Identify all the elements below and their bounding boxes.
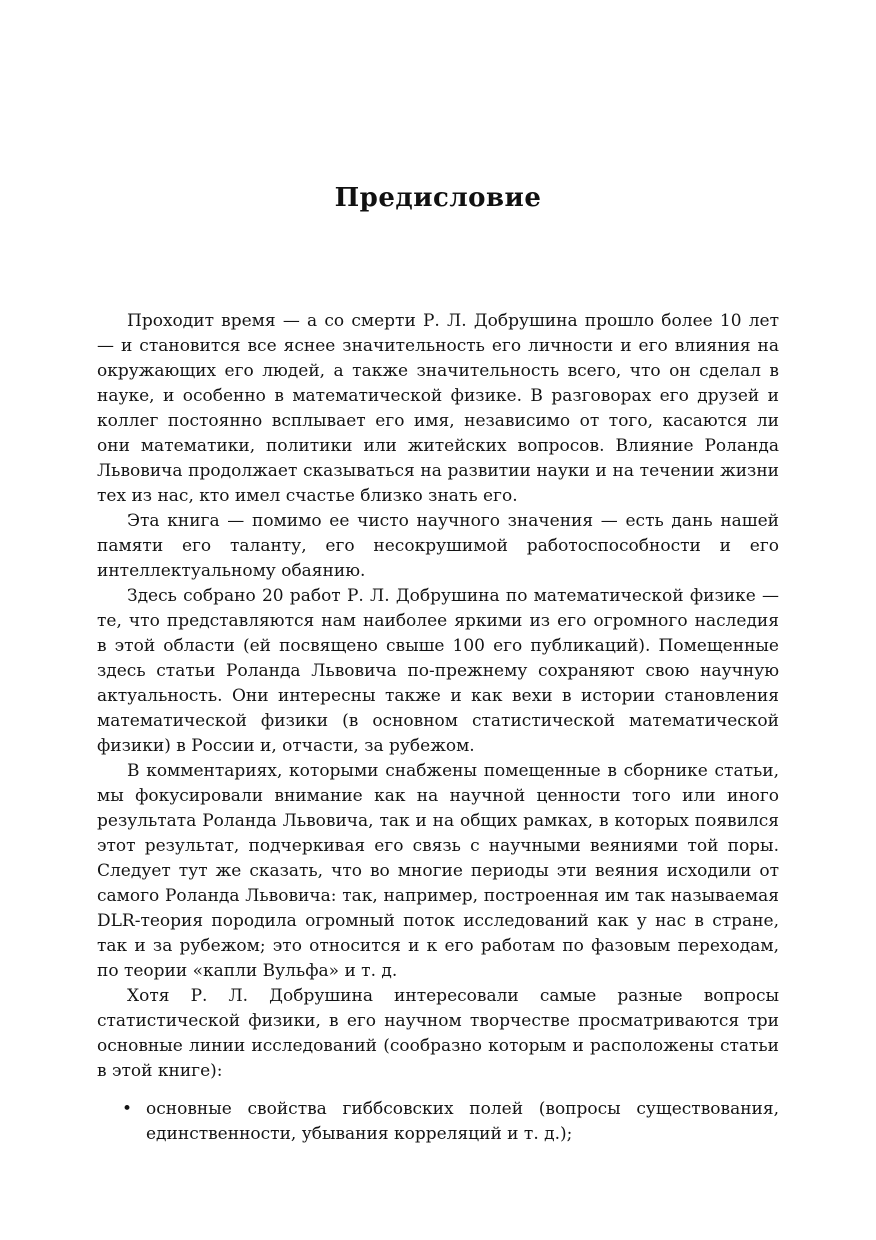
- paragraph-5: Хотя Р. Л. Добрушина интересовали самые разные вопросы статистической физики, в его научном творчестве просматриваются три основные линии исследований (сообразно которым и расположены статьи в этой книге):: [97, 986, 779, 1081]
- text-block: [97, 0, 779, 1147]
- list-item: [97, 1097, 779, 1147]
- preface-body: [97, 309, 779, 1147]
- paragraph-1: Проходит время — а со смерти Р. Л. Добрушина прошло более 10 лет — и становится все яснее значительность его личности и его влияния на окружающих его людей, а также значительность всего, что он сделал в науке, и особенно в математической физике. В разговорах его друзей и коллег постоянно всплывает его имя, независимо от того, касаются ли они математики, политики или житейских вопросов. Влияние Роланда Львовича продолжает сказываться на развитии науки и на течении жизни тех из нас, кто имел счастье близко знать его.: [97, 311, 779, 506]
- page-title: Предисловие: [334, 183, 542, 213]
- paragraph-4: В комментариях, которыми снабжены помещенные в сборнике статьи, мы фокусировали внимание как на научной ценности того или иного результата Роланда Львовича, так и на общих рамках, в которых появился этот результат, подчеркивая его связь с научными веяниями той поры. Следует тут же сказать, что во многие периоды эти веяния исходили от самого Роланда Львовича: так, например, построенная им так называемая DLR-теория породила огромный поток исследований как у нас в стране, так и за рубежом; это относится и к его работам по фазовым переходам, по теории «капли Вульфа» и т. д.: [97, 761, 779, 981]
- bullet-marker: •: [122, 1099, 133, 1119]
- list-item-text: основные свойства гиббсовских полей (вопросы существования, единственности, убывания корреляций и т. д.);: [146, 1099, 779, 1144]
- paragraph-2: Эта книга — помимо ее чисто научного значения — есть дань нашей памяти его таланту, его несокрушимой работоспособности и его интеллектуальному обаянию.: [97, 511, 779, 581]
- bullet-list: [97, 1097, 779, 1147]
- paragraph-3: Здесь собрано 20 работ Р. Л. Добрушина по математической физике — те, что представляются нам наиболее яркими из его огромного наследия в этой области (ей посвящено свыше 100 его публикаций). Помещенные здесь статьи Роланда Львовича по-прежнему сохраняют свою научную актуальность. Они интересны также и как вехи в истории становления математической физики (в основном статистической математической физики) в России и, отчасти, за рубежом.: [97, 586, 779, 756]
